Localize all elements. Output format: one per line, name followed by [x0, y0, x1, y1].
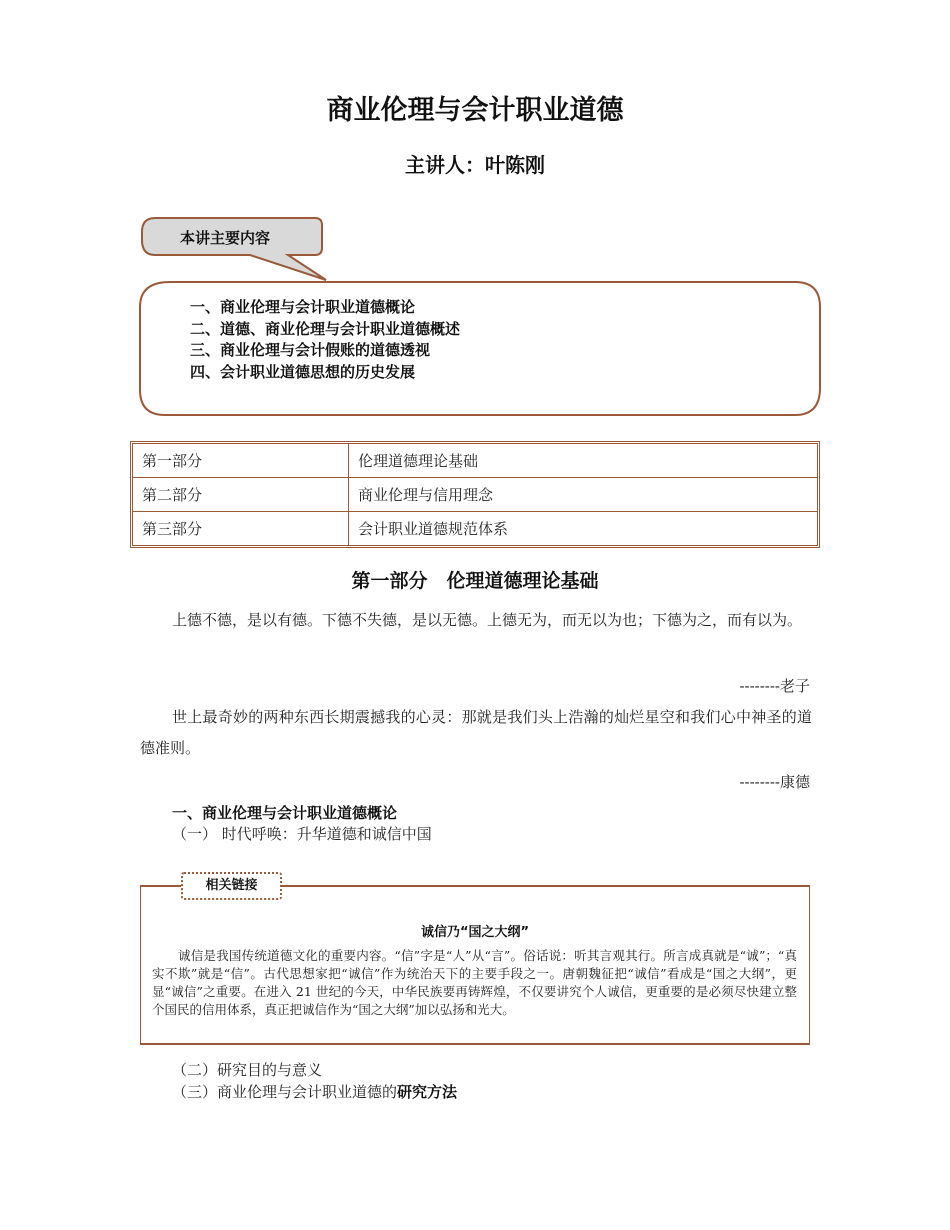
laozi-attribution: --------老子	[739, 677, 810, 695]
table-cell: 会计职业道德规范体系	[349, 512, 818, 546]
subsection-heading-emphasis: 研究方法	[397, 1083, 458, 1101]
table-cell: 第二部分	[133, 478, 349, 512]
table-row	[133, 444, 817, 478]
outline-list	[190, 297, 460, 383]
page-title: 商业伦理与会计职业道德	[326, 95, 624, 126]
table-cell: 商业伦理与信用理念	[349, 478, 818, 512]
related-link-body: 诚信是我国传统道德文化的重要内容。“信”字是“人”从“言”。俗话说：听其言观其行。所言成真就是“诚”；“真实不欺”就是“信”。古代思想家把“诚信”作为统治天下的主要手段之一。唐朝魏征把“诚信”看成是“国之大纲”，更显“诚信”之重要。在进入 21 世纪的今天，中华民族要再铸辉煌，不仅要讲究个人诚信，更重要的是必须尽快建立整个国民的信用体系，真正把诚信作为“国之大纲”加以弘扬和光大。	[152, 948, 797, 1017]
laozi-quote: 上德不德，是以有德。下德不失德，是以无德。上德无为，而无以为也；下德为之，而有以为。	[172, 611, 803, 629]
section-heading: 第一部分 伦理道德理论基础	[351, 570, 599, 592]
outline-label: 本讲主要内容	[180, 229, 271, 247]
table-row	[133, 512, 817, 546]
chapter-heading: 一、商业伦理与会计职业道德概论	[172, 804, 398, 822]
table-cell: 伦理道德理论基础	[349, 444, 818, 478]
outline-item: 四、会计职业道德思想的历史发展	[190, 362, 416, 381]
table-row	[133, 478, 817, 512]
outline-item: 二、道德、商业伦理与会计职业道德概述	[190, 319, 461, 338]
subsection-heading-prefix: （三）商业伦理与会计职业道德的	[172, 1083, 398, 1101]
table-cell: 第一部分	[133, 444, 349, 478]
related-link-title: 诚信乃“国之大纲”	[420, 925, 530, 940]
subsection-heading	[172, 1081, 457, 1102]
kant-attribution: --------康德	[739, 773, 810, 791]
related-link-tag: 相关链接	[181, 872, 282, 900]
outline-item: 一、商业伦理与会计职业道德概论	[190, 298, 416, 316]
parts-table	[130, 441, 820, 548]
outline-item: 三、商业伦理与会计假账的道德透视	[190, 341, 431, 359]
table-cell: 第三部分	[133, 512, 349, 546]
kant-quote: 世上最奇妙的两种东西长期震撼我的心灵：那就是我们头上浩瀚的灿烂星空和我们心中神圣的道德准则。	[140, 708, 812, 757]
subsection-heading: （一） 时代呼唤：升华道德和诚信中国	[172, 825, 432, 843]
subsection-heading: （二）研究目的与意义	[172, 1061, 323, 1079]
lecturer-line: 主讲人：叶陈刚	[405, 153, 545, 177]
